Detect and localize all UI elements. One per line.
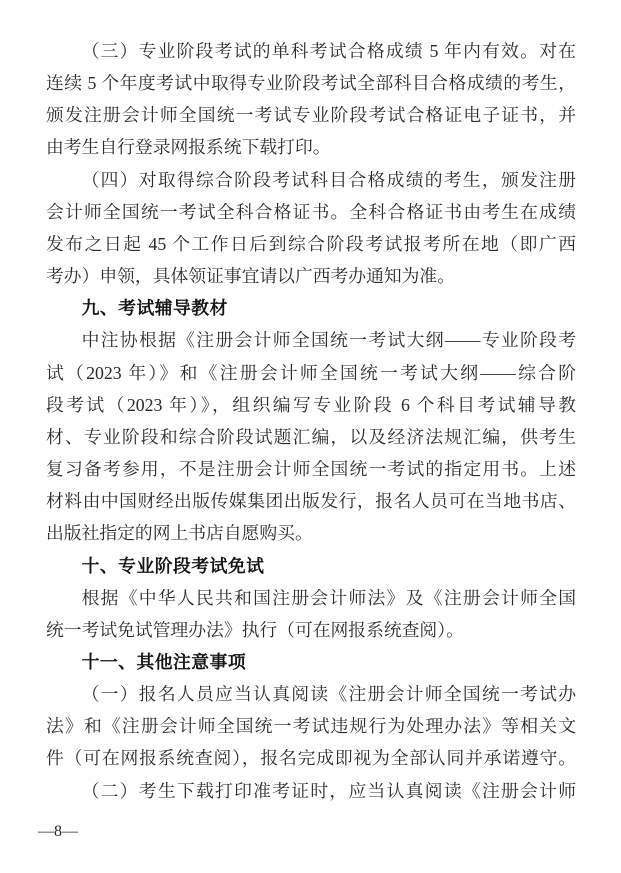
paragraph-line: （三）专业阶段考试的单科考试合格成绩 5 年内有效。对在 bbox=[81, 41, 576, 61]
paragraph-line: 中注协根据《注册会计师全国统一考试大纲——专业阶段考 bbox=[81, 330, 576, 351]
paragraph-line: （二）考生下载打印准考证时，应当认真阅读《注册会计师 bbox=[81, 780, 576, 801]
section-heading: 十一、其他注意事项 bbox=[81, 651, 247, 672]
paragraph-line: 颁发注册会计师全国统一考试专业阶段考试合格证电子证书，并 bbox=[46, 105, 576, 126]
paragraph-line: 材料由中国财经出版传媒集团出版发行，报名人员可在当地书店、 bbox=[46, 491, 576, 512]
paragraph-line: 件（可在网报系统查阅），报名完成即视为全部认同并承诺遵守。 bbox=[46, 748, 576, 769]
paragraph-line: 复习备考参用，不是注册会计师全国统一考试的指定用书。上述 bbox=[46, 459, 576, 480]
paragraph-line: 统一考试免试管理办法》执行（可在网报系统查阅）。 bbox=[46, 619, 464, 640]
paragraph-line: 连续 5 个年度考试中取得专业阶段考试全部科目合格成绩的考生， bbox=[46, 73, 576, 94]
paragraph-line: 发布之日起 45 个工作日后到综合阶段考试报考所在地（即广西 bbox=[46, 233, 576, 254]
paragraph-line: （一）报名人员应当认真阅读《注册会计师全国统一考试办 bbox=[81, 684, 576, 705]
paragraph-line: 法》和《注册会计师全国统一考试违规行为处理办法》等相关文 bbox=[46, 716, 576, 737]
section-heading: 十、专业阶段考试免试 bbox=[81, 555, 265, 576]
paragraph-line: 出版社指定的网上书店自愿购买。 bbox=[46, 523, 313, 544]
paragraph-line: 考办）申领，具体领证事宜请以广西考办通知为准。 bbox=[46, 266, 455, 287]
paragraph-line: 试（2023 年）》和《注册会计师全国统一考试大纲——综合阶 bbox=[46, 362, 576, 383]
paragraph-line: 材、专业阶段和综合阶段试题汇编，以及经济法规汇编，供考生 bbox=[46, 426, 576, 447]
paragraph-line: （四）对取得综合阶段考试科目合格成绩的考生，颁发注册 bbox=[81, 169, 576, 190]
paragraph-line: 段考试（2023 年）》，组织编写专业阶段 6 个科目考试辅导教 bbox=[46, 394, 576, 415]
page-number: —8— bbox=[38, 823, 78, 840]
paragraph-line: 会计师全国统一考试全科合格证书。全科合格证书由考生在成绩 bbox=[46, 201, 576, 222]
section-heading: 九、考试辅导教材 bbox=[81, 298, 228, 319]
document-content bbox=[46, 35, 576, 807]
paragraph-line: 由考生自行登录网报系统下载打印。 bbox=[46, 137, 331, 158]
paragraph-line: 根据《中华人民共和国注册会计师法》及《注册会计师全国 bbox=[81, 587, 576, 608]
